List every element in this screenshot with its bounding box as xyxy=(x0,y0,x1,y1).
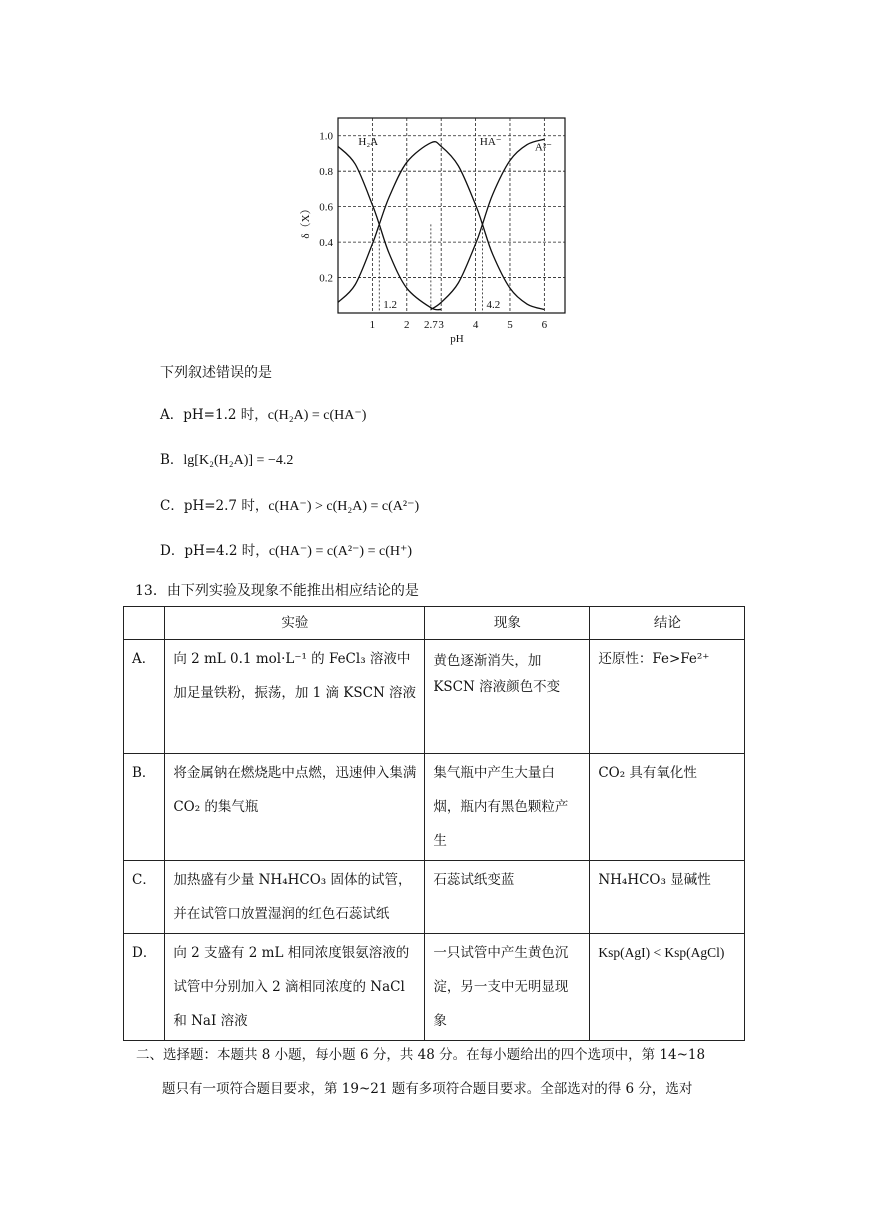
row-label: D． xyxy=(124,934,165,1041)
option-c-label: C．pH=2.7 时， xyxy=(160,498,269,514)
table-row xyxy=(124,861,745,934)
option-b-label: B． xyxy=(160,452,184,468)
row-label: B． xyxy=(124,754,165,861)
row-conclusion: NH₄HCO₃ 显碱性 xyxy=(590,861,745,934)
option-d xyxy=(160,539,412,560)
row-phenomenon: 石蕊试纸变蓝 xyxy=(425,861,590,934)
row-label: C． xyxy=(124,861,165,934)
row-conclusion: Ksp(AgI) < Ksp(AgCl) xyxy=(590,934,745,1041)
row-label: A． xyxy=(124,640,165,754)
header-experiment: 实验 xyxy=(165,607,425,640)
x-tick-label: 3 xyxy=(438,319,444,331)
experiment-table xyxy=(123,606,745,1041)
option-b xyxy=(160,448,293,469)
option-a-math: c(H₂A) = c(HA⁻) xyxy=(267,408,367,423)
table-row xyxy=(124,640,745,754)
table-row xyxy=(124,754,745,861)
row-experiment: 加热盛有少量 NH₄HCO₃ 固体的试管，并在试管口放置湿润的红色石蕊试纸 xyxy=(165,861,425,934)
row-phenomenon: 黄色逐渐消失，加 KSCN 溶液颜色不变 xyxy=(425,640,590,754)
x-tick-label: 6 xyxy=(541,319,548,331)
annotation-label: 4.2 xyxy=(486,299,501,311)
header-blank xyxy=(124,607,165,640)
row-conclusion: 还原性：Fe>Fe²⁺ xyxy=(590,640,745,754)
section-2-paragraph xyxy=(136,1038,748,1106)
question-13-title: 13．由下列实验及现象不能推出相应结论的是 xyxy=(135,583,419,599)
section-2-line-2: 题只有一项符合题目要求，第 19~21 题有多项符合题目要求。全部选对的得 6 分，选对 xyxy=(162,1081,693,1097)
table-row xyxy=(124,934,745,1041)
row-experiment: 向 2 mL 0.1 mol·L⁻¹ 的 FeCl₃ 溶液中加足量铁粉，振荡，加 1 滴 KSCN 溶液 xyxy=(165,640,425,754)
row-phenomenon: 一只试管中产生黄色沉淀，另一支中无明显现象 xyxy=(425,934,590,1041)
x-tick-label: 4 xyxy=(472,319,479,331)
option-d-math: c(HA⁻) = c(A²⁻) = c(H⁺) xyxy=(268,544,413,559)
y-tick-label: 1.0 xyxy=(319,130,333,143)
header-phenomenon: 现象 xyxy=(425,607,590,640)
series-label: H₂A xyxy=(358,136,379,149)
table-header-row xyxy=(124,607,745,640)
section-2-line-1: 二、选择题：本题共 8 小题，每小题 6 分，共 48 分。在每小题给出的四个选项中，第 14~18 xyxy=(136,1047,706,1063)
row-experiment: 将金属钠在燃烧匙中点燃，迅速伸入集满 CO₂ 的集气瓶 xyxy=(165,754,425,861)
series-label: A²⁻ xyxy=(534,141,552,154)
series-label: HA⁻ xyxy=(479,136,502,149)
x-tick-label: 5 xyxy=(507,319,513,331)
option-d-label: D．pH=4.2 时， xyxy=(160,543,269,559)
y-tick-label: 0.2 xyxy=(319,272,333,285)
chart-curves xyxy=(338,136,552,310)
x-tick-label: 2 xyxy=(404,319,410,331)
row-conclusion: CO₂ 具有氧化性 xyxy=(590,754,745,861)
y-tick-label: 0.4 xyxy=(319,237,333,250)
option-c xyxy=(160,494,419,515)
option-b-math: lg[K₂(H₂A)] = −4.2 xyxy=(183,453,294,468)
header-conclusion: 结论 xyxy=(590,607,745,640)
option-a xyxy=(160,403,366,424)
x-tick-label: 1 xyxy=(369,319,376,331)
row-experiment: 向 2 支盛有 2 mL 相同浓度银氨溶液的试管中分别加入 2 滴相同浓度的 NaCl 和 NaI 溶液 xyxy=(165,934,425,1041)
y-axis-label: δ（X） xyxy=(300,203,312,239)
y-tick-label: 0.6 xyxy=(319,201,333,214)
series-line-2 xyxy=(431,139,545,309)
option-c-math: c(HA⁻) > c(H₂A) = c(A²⁻) xyxy=(268,499,420,514)
x-axis-label: pH xyxy=(450,333,464,345)
option-a-label: A．pH=1.2 时， xyxy=(160,407,268,423)
x-tick-label: 2.7 xyxy=(423,319,438,331)
distribution-chart xyxy=(295,108,585,348)
y-tick-label: 0.8 xyxy=(319,166,333,179)
annotation-label: 1.2 xyxy=(383,299,398,311)
row-phenomenon: 集气瓶中产生大量白烟，瓶内有黑色颗粒产生 xyxy=(425,754,590,861)
question-prompt: 下列叙述错误的是 xyxy=(160,365,272,381)
